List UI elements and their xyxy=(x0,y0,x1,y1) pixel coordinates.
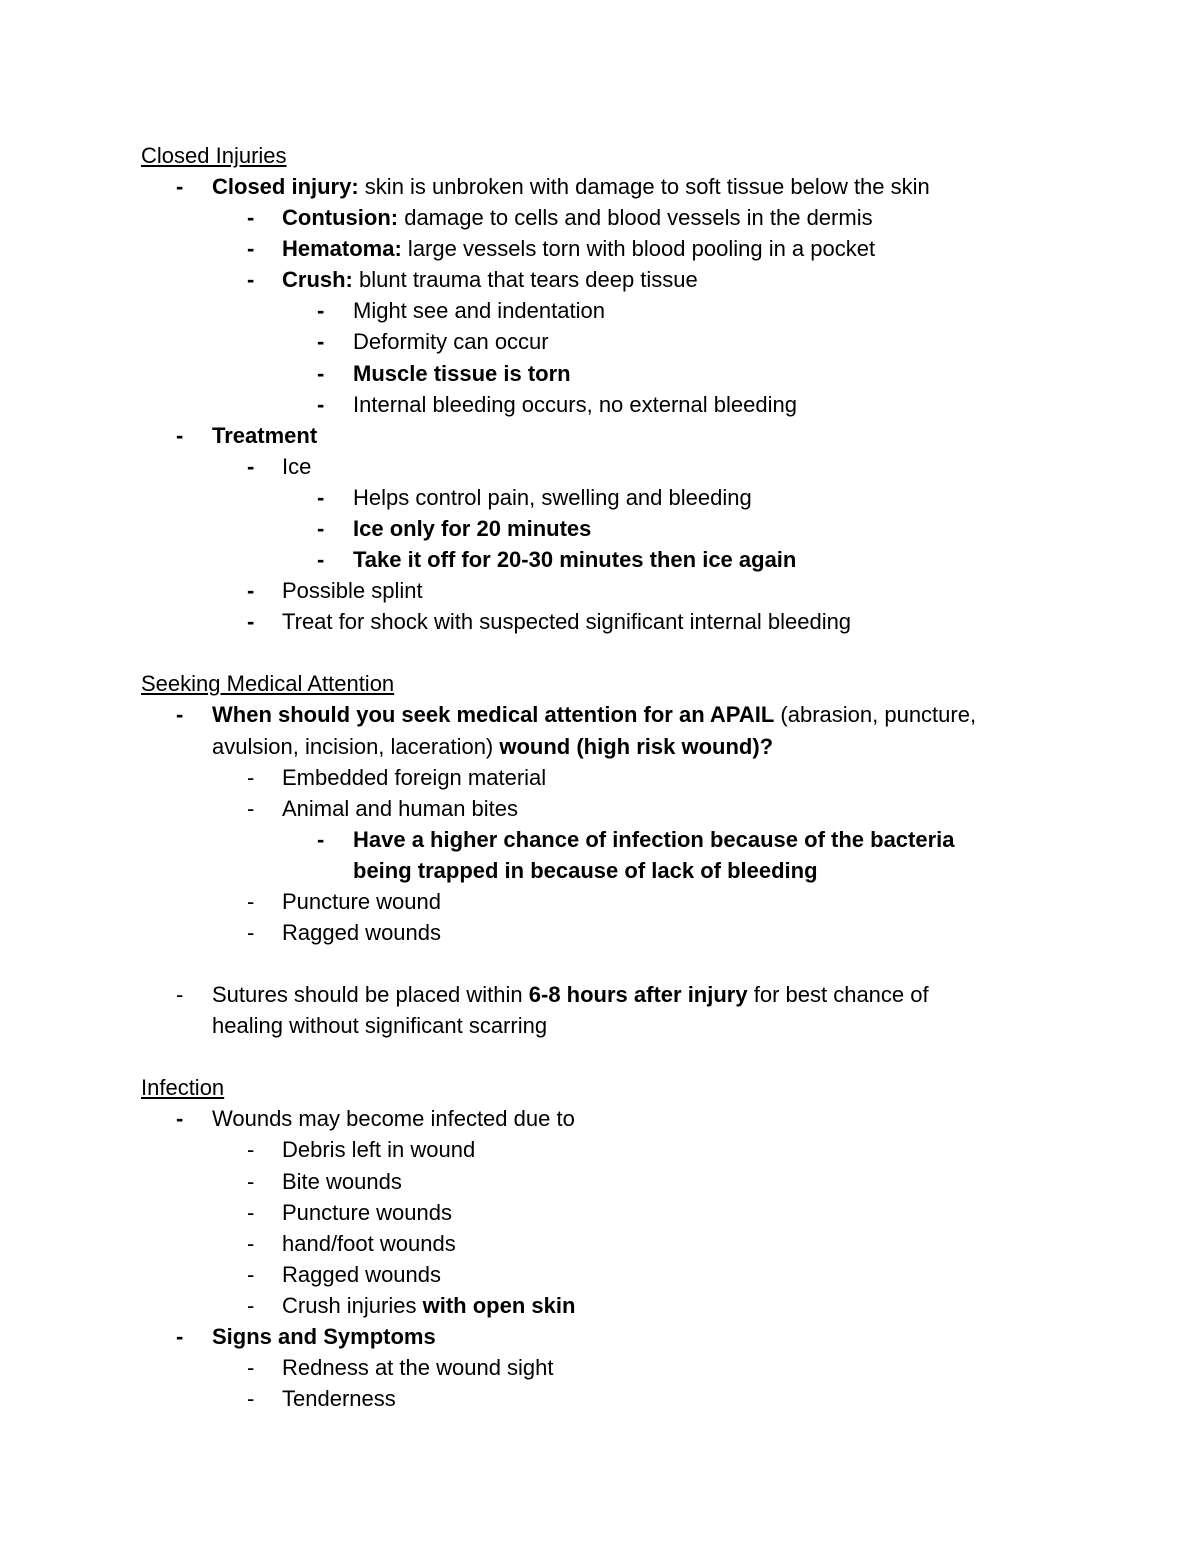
bullet-dash: - xyxy=(247,236,255,262)
bullet-dash: - xyxy=(247,795,255,821)
list-item xyxy=(141,482,1041,513)
bullet-dash: - xyxy=(247,1386,255,1412)
list-item-text: Take it off for 20-30 minutes then ice again xyxy=(353,547,797,573)
list-item xyxy=(141,575,1041,606)
bullet-dash: - xyxy=(317,516,325,542)
question-text: (abrasion, puncture, xyxy=(774,702,977,728)
list-item-text: Ice only for 20 minutes xyxy=(353,516,592,542)
list-item-text: Might see and indentation xyxy=(353,298,605,324)
list-item-text: Puncture wounds xyxy=(282,1199,452,1225)
term: Closed injury: xyxy=(212,174,359,199)
list-item-text: Crush injuries xyxy=(282,1292,423,1318)
list-item-text: healing without significant scarring xyxy=(212,1013,548,1039)
bullet-dash: - xyxy=(247,453,255,479)
list-item-text: Wounds may become infected due to xyxy=(212,1106,575,1132)
list-item xyxy=(141,1134,1041,1165)
list-item-text: Bite wounds xyxy=(282,1168,402,1194)
list-item-text: Ragged wounds xyxy=(282,1261,442,1287)
list-item-text: Sutures should be placed within xyxy=(212,982,529,1008)
list-item xyxy=(141,917,1041,948)
list-item xyxy=(141,1103,1041,1134)
list-item xyxy=(141,295,1041,326)
list-item xyxy=(141,762,1041,793)
bullet-dash: - xyxy=(176,702,184,728)
list-item xyxy=(141,451,1041,482)
list-item-text: Internal bleeding occurs, no external bleeding xyxy=(353,391,797,417)
list-item xyxy=(141,1383,1041,1414)
bullet-dash: - xyxy=(247,609,255,635)
bullet-dash: - xyxy=(247,267,255,293)
subheading-signs-and-symptoms: Signs and Symptoms xyxy=(212,1324,436,1349)
list-item xyxy=(141,1228,1041,1259)
list-item xyxy=(141,202,1041,233)
subheading-treatment: Treatment xyxy=(212,422,318,448)
bullet-dash: - xyxy=(247,1199,255,1225)
list-item-text: for best chance of xyxy=(747,982,929,1008)
list-item-text: hand/foot wounds xyxy=(282,1230,456,1256)
list-item-text: Possible splint xyxy=(282,578,423,604)
bullet-dash: - xyxy=(317,329,325,355)
list-item-text: Tenderness xyxy=(282,1386,396,1412)
bullet-dash: - xyxy=(247,1261,255,1287)
definition: large vessels torn with blood pooling in a pocket xyxy=(401,236,876,262)
bullet-dash: - xyxy=(247,1168,255,1194)
bullet-dash: - xyxy=(317,484,325,510)
list-item xyxy=(141,606,1041,637)
bullet-dash: - xyxy=(317,360,325,386)
bullet-dash: - xyxy=(176,422,184,448)
list-item xyxy=(141,544,1041,575)
bullet-dash: - xyxy=(247,1137,255,1163)
list-item-text: being trapped in because of lack of bleeding xyxy=(353,857,818,883)
list-item xyxy=(141,1166,1041,1197)
bullet-dash: - xyxy=(247,764,255,790)
spacer xyxy=(141,948,1041,979)
list-item xyxy=(141,513,1041,544)
list-item-text: Debris left in wound xyxy=(282,1137,476,1163)
term: Crush: xyxy=(282,267,353,293)
term: Contusion: xyxy=(282,205,399,231)
list-item-text: Muscle tissue is torn xyxy=(353,360,571,386)
spacer xyxy=(141,1041,1041,1072)
list-item-text: Deformity can occur xyxy=(353,329,549,355)
list-item-text: Animal and human bites xyxy=(282,795,519,821)
list-item-text: Ice xyxy=(282,453,312,479)
list-item xyxy=(141,886,1041,917)
bullet-dash: - xyxy=(247,578,255,604)
bullet-dash: - xyxy=(176,174,184,199)
bullet-dash: - xyxy=(317,298,325,324)
bullet-dash: - xyxy=(176,1324,184,1349)
list-item xyxy=(141,1321,1041,1352)
list-item-text: Treat for shock with suspected significant internal bleeding xyxy=(282,609,852,635)
bullet-dash: - xyxy=(317,547,325,573)
list-item xyxy=(141,420,1041,451)
list-item-continuation xyxy=(141,731,1041,762)
list-item-text: Helps control pain, swelling and bleeding xyxy=(353,484,752,510)
heading-seeking-medical-attention: Seeking Medical Attention xyxy=(141,671,395,697)
question-bold: When should you seek medical attention for an APAIL xyxy=(212,702,775,728)
bullet-dash: - xyxy=(317,826,325,852)
heading-closed-injuries: Closed Injuries xyxy=(141,143,287,168)
list-item-text: Have a higher chance of infection because of the bacteria xyxy=(353,826,955,852)
list-item-continuation xyxy=(141,855,1041,886)
term: Hematoma: xyxy=(282,236,402,262)
bullet-dash: - xyxy=(176,1106,184,1132)
list-item xyxy=(141,358,1041,389)
list-item xyxy=(141,233,1041,264)
list-item-emphasis: 6-8 hours after injury xyxy=(528,982,748,1008)
list-item xyxy=(141,979,1041,1010)
list-item xyxy=(141,1290,1041,1321)
list-item xyxy=(141,824,1041,855)
bullet-dash: - xyxy=(247,205,255,231)
list-item-emphasis: with open skin xyxy=(422,1292,576,1318)
bullet-dash: - xyxy=(317,391,325,417)
list-item-continuation xyxy=(141,1010,1041,1041)
question-text: avulsion, incision, laceration) xyxy=(212,733,500,759)
list-item-text: Redness at the wound sight xyxy=(282,1355,554,1381)
spacer xyxy=(141,637,1041,668)
bullet-dash: - xyxy=(247,1230,255,1256)
list-item-text: Puncture wound xyxy=(282,888,441,914)
list-item-text: Ragged wounds xyxy=(282,920,442,946)
list-item xyxy=(141,389,1041,420)
list-item xyxy=(141,171,1041,202)
question-bold: wound (high risk wound)? xyxy=(499,733,774,759)
bullet-dash: - xyxy=(247,1355,255,1381)
list-item xyxy=(141,699,1041,730)
list-item xyxy=(141,326,1041,357)
bullet-dash: - xyxy=(247,1292,255,1318)
list-item xyxy=(141,793,1041,824)
bullet-dash: - xyxy=(247,920,255,946)
list-item xyxy=(141,1259,1041,1290)
list-item xyxy=(141,264,1041,295)
document-content xyxy=(141,140,1041,1414)
list-item xyxy=(141,1352,1041,1383)
list-item-text: Embedded foreign material xyxy=(282,764,547,790)
definition: skin is unbroken with damage to soft tissue below the skin xyxy=(358,174,930,199)
bullet-dash: - xyxy=(176,982,184,1008)
heading-infection: Infection xyxy=(141,1075,225,1101)
definition: blunt trauma that tears deep tissue xyxy=(352,267,698,293)
definition: damage to cells and blood vessels in the dermis xyxy=(398,205,873,231)
bullet-dash: - xyxy=(247,888,255,914)
list-item xyxy=(141,1197,1041,1228)
